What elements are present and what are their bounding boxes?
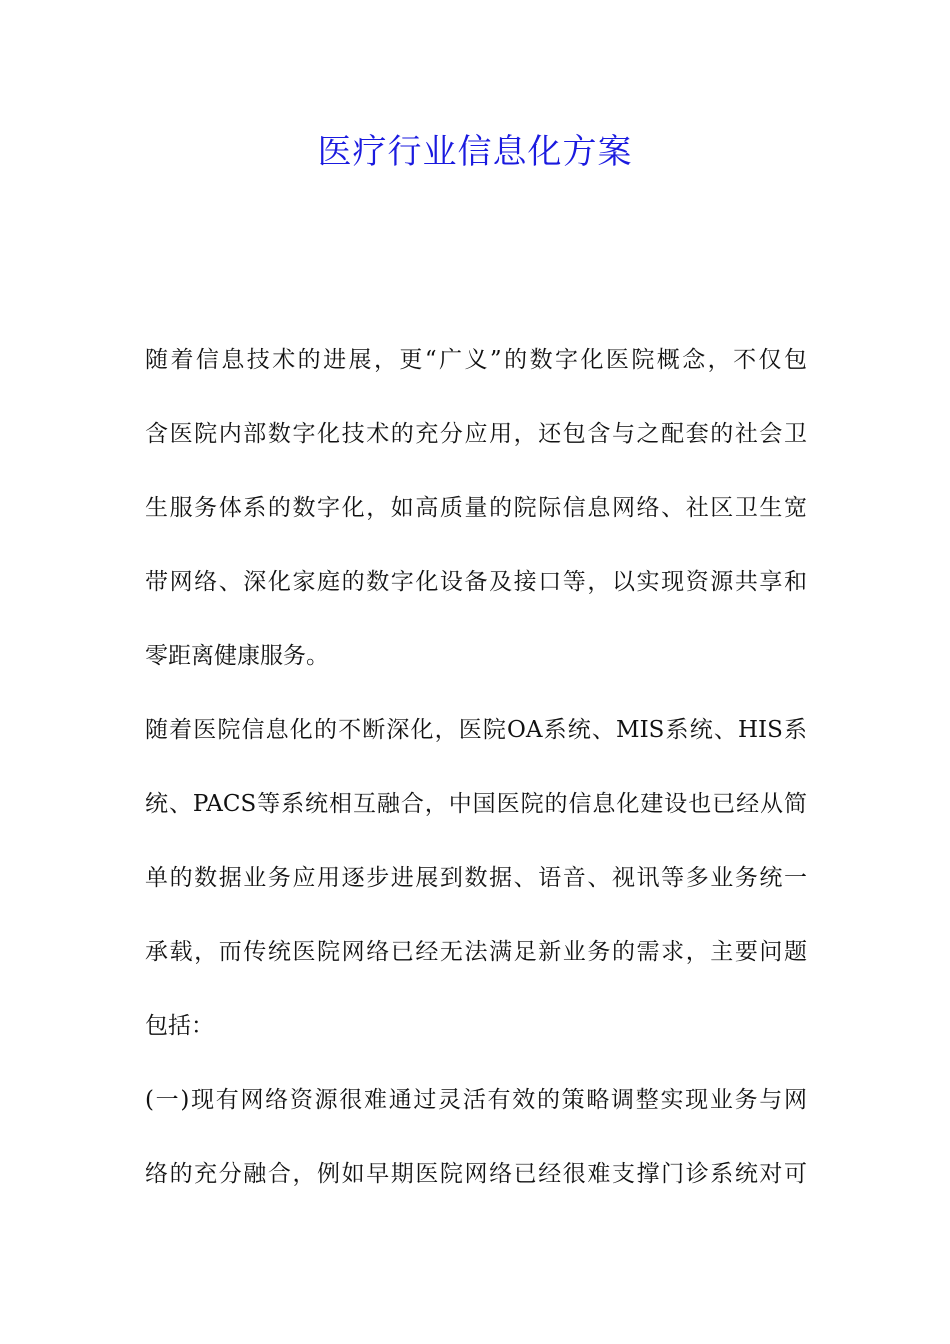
paragraph-line: (一)现有网络资源很难通过灵活有效的策略调整实现业务与网 <box>145 1087 807 1113</box>
paragraph-line: 统、PACS等系统相互融合，中国医院的信息化建设也已经从简 <box>145 791 807 817</box>
document-title: 医疗行业信息化方案 <box>317 132 633 172</box>
paragraph-line: 包括： <box>145 1013 214 1039</box>
paragraph-line: 单的数据业务应用逐步进展到数据、语音、视讯等多业务统一 <box>145 865 807 891</box>
paragraph-line: 随着信息技术的进展，更“广义”的数字化医院概念，不仅包 <box>145 347 807 373</box>
paragraph-3 <box>145 1076 807 1198</box>
paragraph-line: 承载，而传统医院网络已经无法满足新业务的需求，主要问题 <box>145 939 807 965</box>
paragraph-line: 零距离健康服务。 <box>145 643 329 669</box>
paragraph-2 <box>145 706 807 1050</box>
paragraph-line: 带网络、深化家庭的数字化设备及接口等，以实现资源共享和 <box>145 569 807 595</box>
paragraph-line: 含医院内部数字化技术的充分应用，还包含与之配套的社会卫 <box>145 421 807 447</box>
document-body <box>145 336 807 1224</box>
paragraph-line: 随着医院信息化的不断深化，医院OA系统、MIS系统、HIS系 <box>145 717 807 743</box>
paragraph-line: 生服务体系的数字化，如高质量的院际信息网络、社区卫生宽 <box>145 495 807 521</box>
paragraph-1 <box>145 336 807 680</box>
paragraph-line: 络的充分融合，例如早期医院网络已经很难支撑门诊系统对可 <box>145 1161 807 1187</box>
